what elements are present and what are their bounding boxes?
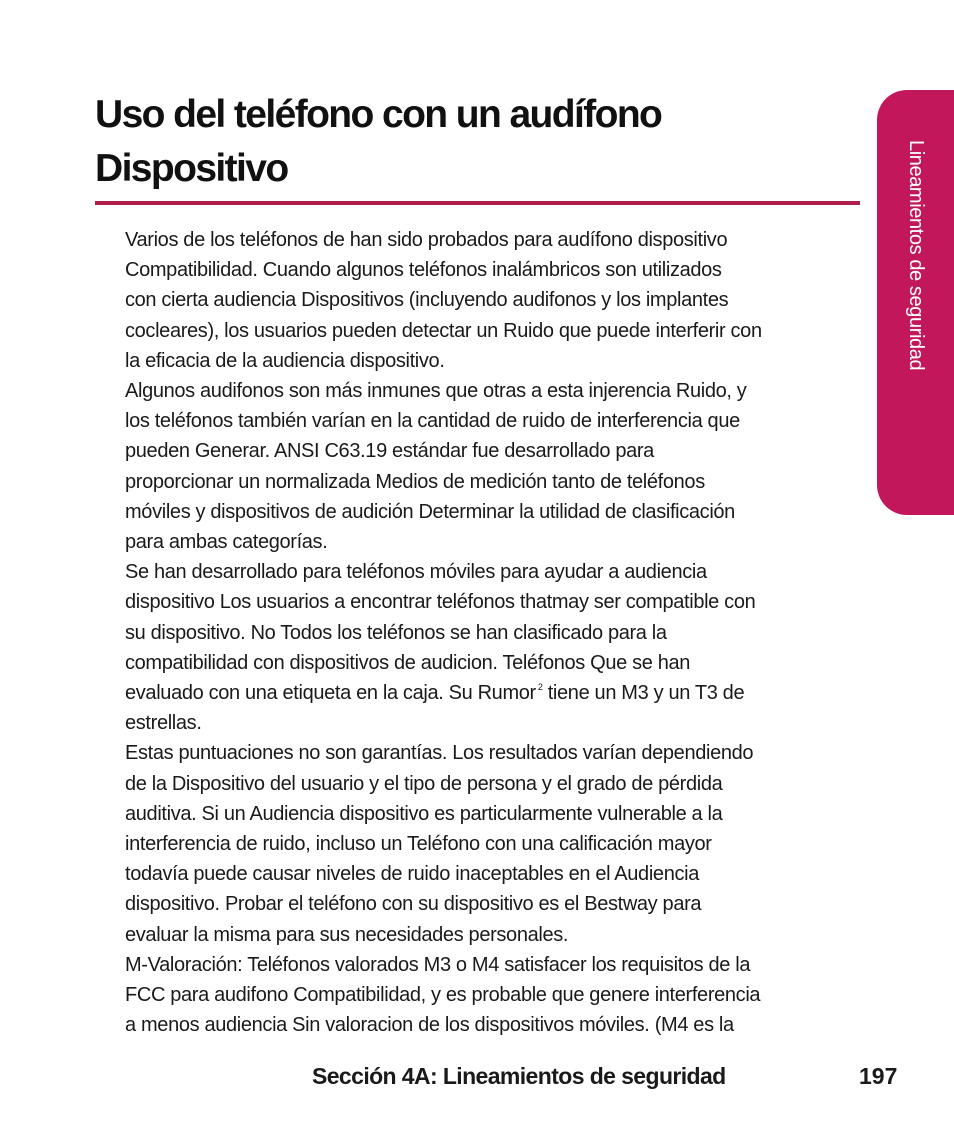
body-line: para ambas categorías. bbox=[125, 531, 328, 554]
rumor-superscript: 2 bbox=[537, 682, 543, 693]
body-line: proporcionar un normalizada Medios de medición tanto de teléfonos bbox=[125, 470, 705, 493]
body-line: de la Dispositivo del usuario y el tipo de persona y el grado de pérdida bbox=[125, 772, 723, 795]
footer-section-title: Sección 4A: Lineamientos de seguridad bbox=[312, 1063, 726, 1089]
body-line: móviles y dispositivos de audición Determinar la utilidad de clasificación bbox=[125, 500, 735, 523]
rumor-line-tail: tiene un M3 y un T3 de bbox=[542, 682, 745, 705]
body-line-rumor bbox=[125, 678, 865, 708]
body-line: Algunos audifonos son más inmunes que otras a esta injerencia Ruido, y bbox=[125, 380, 747, 403]
section-side-tab bbox=[877, 90, 954, 515]
body-line: cocleares), los usuarios pueden detectar un Ruido que puede interferir con bbox=[125, 319, 762, 342]
body-line: compatibilidad con dispositivos de audicion. Teléfonos Que se han bbox=[125, 651, 691, 674]
title-divider bbox=[95, 201, 860, 205]
body-line: dispositivo. Probar el teléfono con su dispositivo es el Bestway para bbox=[125, 893, 702, 916]
side-tab-label: Lineamientos de seguridad bbox=[905, 140, 927, 371]
body-line: M-Valoración: Teléfonos valorados M3 o M4 satisfacer los requisitos de la bbox=[125, 953, 751, 976]
body-line: evaluar la misma para sus necesidades personales. bbox=[125, 923, 569, 946]
body-line: Se han desarrollado para teléfonos móviles para ayudar a audiencia bbox=[125, 561, 707, 584]
body-text bbox=[125, 225, 865, 1040]
body-line: todavía puede causar niveles de ruido inaceptables en el Audiencia bbox=[125, 863, 699, 886]
body-line: a menos audiencia Sin valoracion de los dispositivos móviles. (M4 es la bbox=[125, 1014, 734, 1037]
body-line: dispositivo Los usuarios a encontrar teléfonos thatmay ser compatible con bbox=[125, 591, 756, 614]
body-line: la eficacia de la audiencia dispositivo. bbox=[125, 349, 445, 372]
page-title-line-2: Dispositivo bbox=[95, 147, 288, 190]
body-line: pueden Generar. ANSI C63.19 estándar fue desarrollado para bbox=[125, 440, 654, 463]
body-line: Compatibilidad. Cuando algunos teléfonos inalámbricos son utilizados bbox=[125, 259, 722, 282]
body-line: interferencia de ruido, incluso un Teléfono con una calificación mayor bbox=[125, 833, 712, 856]
body-line: Varios de los teléfonos de han sido probados para audífono dispositivo bbox=[125, 229, 728, 251]
body-line: FCC para audifono Compatibilidad, y es probable que genere interferencia bbox=[125, 984, 761, 1007]
body-line: estrellas. bbox=[125, 712, 202, 735]
body-line: los teléfonos también varían en la cantidad de ruido de interferencia que bbox=[125, 410, 740, 433]
body-line: su dispositivo. No Todos los teléfonos se han clasificado para la bbox=[125, 621, 667, 644]
rumor-line-head: evaluado con una etiqueta en la caja. Su Rumor bbox=[125, 682, 536, 705]
body-line: Estas puntuaciones no son garantías. Los resultados varían dependiendo bbox=[125, 742, 754, 765]
page-title-line-1: Uso del teléfono con un audífono bbox=[95, 93, 662, 136]
body-line: con cierta audiencia Dispositivos (incluyendo audifonos y los implantes bbox=[125, 289, 729, 312]
body-line: auditiva. Si un Audiencia dispositivo es particularmente vulnerable a la bbox=[125, 802, 723, 825]
footer-page-number: 197 bbox=[859, 1063, 898, 1089]
page-title bbox=[95, 88, 815, 196]
